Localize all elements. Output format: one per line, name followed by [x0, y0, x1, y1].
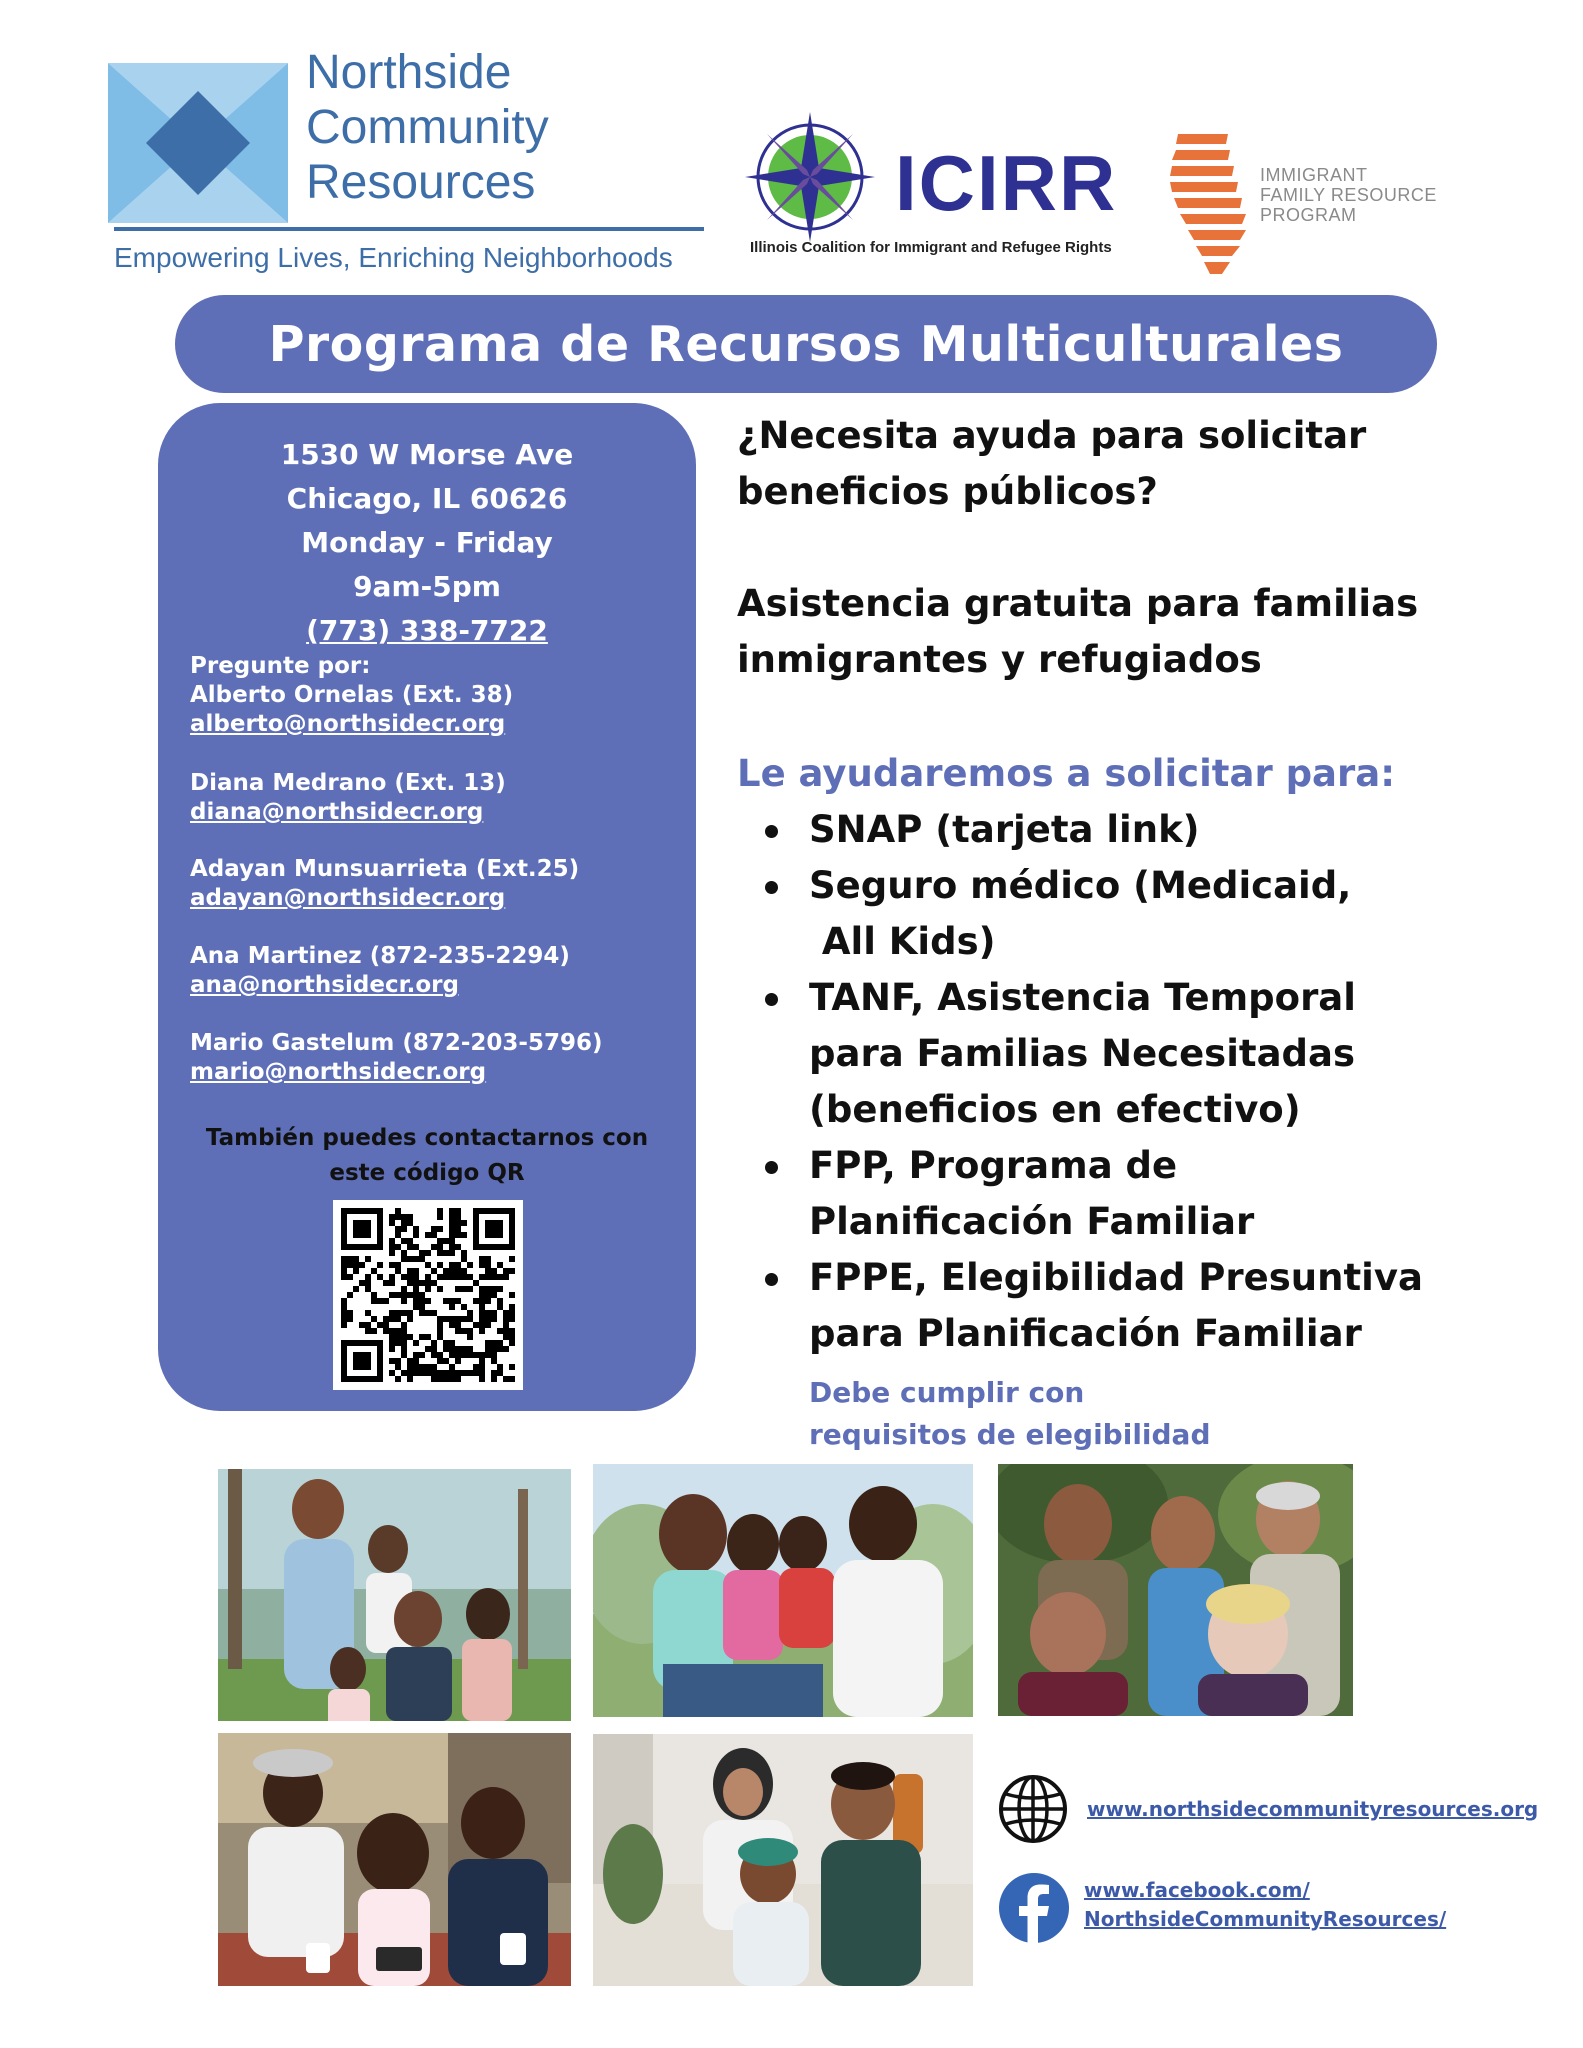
contact-name: Ana Martinez (872-235-2294)	[190, 943, 570, 969]
family-photo-image	[218, 1469, 571, 1721]
bullet-icon	[765, 1273, 778, 1286]
question-line: beneficios públicos?	[737, 470, 1158, 513]
ifrp-line: PROGRAM	[1260, 205, 1357, 225]
family-photo-image	[593, 1734, 973, 1986]
qr-caption-line: este código QR	[329, 1160, 525, 1186]
ask-for-label: Pregunte por:	[190, 653, 371, 679]
service-text	[809, 1250, 1423, 1362]
family-photo-image	[218, 1733, 571, 1986]
free-help-line: inmigrantes y refugiados	[737, 638, 1262, 681]
service-line: FPPE, Elegibilidad Presuntiva	[809, 1256, 1423, 1299]
program-title: Programa de Recursos Multiculturales	[268, 315, 1344, 373]
globe-icon	[998, 1774, 1068, 1844]
services-heading: Le ayudaremos a solicitar para:	[737, 752, 1396, 795]
bullet-icon	[765, 825, 778, 838]
question-block	[737, 408, 1366, 520]
service-line: para Familias Necesitadas	[809, 1032, 1356, 1075]
service-line: (beneficios en efectivo)	[809, 1088, 1301, 1131]
contact-person	[190, 1029, 603, 1087]
office-hours: 9am-5pm	[353, 570, 501, 603]
northside-star-icon	[108, 63, 288, 223]
facebook-icon[interactable]	[998, 1872, 1070, 1944]
eligibility-line: requisitos de elegibilidad	[809, 1418, 1211, 1451]
eligibility-note	[809, 1372, 1211, 1456]
website-link[interactable]: www.northsidecommunityresources.org	[1087, 1797, 1539, 1821]
contact-panel	[158, 403, 696, 1411]
ifrp-line: IMMIGRANT	[1260, 165, 1368, 185]
contact-person	[190, 769, 506, 827]
facebook-link-line[interactable]: NorthsideCommunityResources/	[1084, 1907, 1447, 1931]
free-help-line: Asistencia gratuita para familias	[737, 582, 1419, 625]
family-photo	[218, 1469, 571, 1721]
contact-email-link[interactable]: mario@northsidecr.org	[190, 1059, 487, 1085]
service-line: SNAP (tarjeta link)	[809, 808, 1200, 851]
northside-name-line: Community	[306, 101, 549, 154]
contact-email-link[interactable]: ana@northsidecr.org	[190, 972, 459, 998]
bullet-icon	[765, 993, 778, 1006]
contact-email-link[interactable]: alberto@northsidecr.org	[190, 711, 506, 737]
family-photo	[218, 1733, 571, 1986]
service-line: Planificación Familiar	[809, 1200, 1255, 1243]
bullet-icon	[765, 881, 778, 894]
facebook-link[interactable]	[1084, 1876, 1446, 1934]
contact-person	[190, 942, 570, 1000]
question-line: ¿Necesita ayuda para solicitar	[737, 414, 1367, 457]
qr-caption	[158, 1121, 696, 1191]
qr-code[interactable]	[333, 1200, 523, 1390]
contact-address-block	[158, 433, 696, 653]
service-line: Seguro médico (Medicaid,	[809, 864, 1352, 907]
free-help-block	[737, 576, 1418, 688]
icirr-full-name: Illinois Coalition for Immigrant and Refugee Rights	[750, 239, 1112, 256]
bullet-icon	[765, 1161, 778, 1174]
northside-name	[306, 45, 549, 210]
contact-person	[190, 855, 579, 913]
contact-person	[190, 681, 513, 739]
icirr-logo	[745, 112, 1165, 262]
family-photo-image	[998, 1464, 1353, 1716]
eligibility-line: Debe cumplir con	[809, 1376, 1085, 1409]
contact-name: Adayan Munsuarrieta (Ext.25)	[190, 856, 580, 882]
service-text	[809, 970, 1356, 1138]
northside-name-line: Northside	[306, 46, 512, 99]
northside-logo	[108, 45, 708, 280]
contact-email-link[interactable]: adayan@northsidecr.org	[190, 885, 506, 911]
service-text	[809, 858, 1351, 970]
family-photo	[998, 1464, 1353, 1716]
service-line: All Kids)	[809, 920, 996, 963]
contact-name: Alberto Ornelas (Ext. 38)	[190, 682, 514, 708]
family-photo	[593, 1464, 973, 1717]
phone-link[interactable]: (773) 338-7722	[306, 614, 548, 647]
northside-divider	[114, 227, 704, 231]
contact-name: Diana Medrano (Ext. 13)	[190, 770, 506, 796]
qr-caption-line: También puedes contactarnos con	[205, 1125, 649, 1151]
office-days: Monday - Friday	[301, 526, 553, 559]
ifrp-line: FAMILY RESOURCE	[1260, 185, 1437, 205]
illinois-shape-icon	[1168, 130, 1252, 280]
compass-star-icon	[745, 112, 875, 242]
northside-name-line: Resources	[306, 156, 536, 209]
icirr-acronym: ICIRR	[895, 139, 1118, 227]
family-photo-image	[593, 1464, 973, 1717]
address-street: 1530 W Morse Ave	[280, 438, 574, 471]
facebook-link-line[interactable]: www.facebook.com/	[1084, 1878, 1310, 1902]
contact-email-link[interactable]: diana@northsidecr.org	[190, 799, 484, 825]
northside-tagline: Empowering Lives, Enriching Neighborhoods	[114, 242, 673, 273]
qr-code-icon	[333, 1200, 523, 1390]
contact-name: Mario Gastelum (872-203-5796)	[190, 1030, 603, 1056]
service-line: FPP, Programa de	[809, 1144, 1178, 1187]
address-city: Chicago, IL 60626	[286, 482, 568, 515]
service-text	[809, 1138, 1254, 1250]
ifrp-name	[1260, 165, 1437, 225]
service-line: para Planificación Familiar	[809, 1312, 1362, 1355]
program-banner	[175, 295, 1437, 393]
ifrp-logo	[1168, 130, 1468, 280]
family-photo	[593, 1734, 973, 1986]
service-line: TANF, Asistencia Temporal	[809, 976, 1356, 1019]
service-text	[809, 802, 1200, 858]
